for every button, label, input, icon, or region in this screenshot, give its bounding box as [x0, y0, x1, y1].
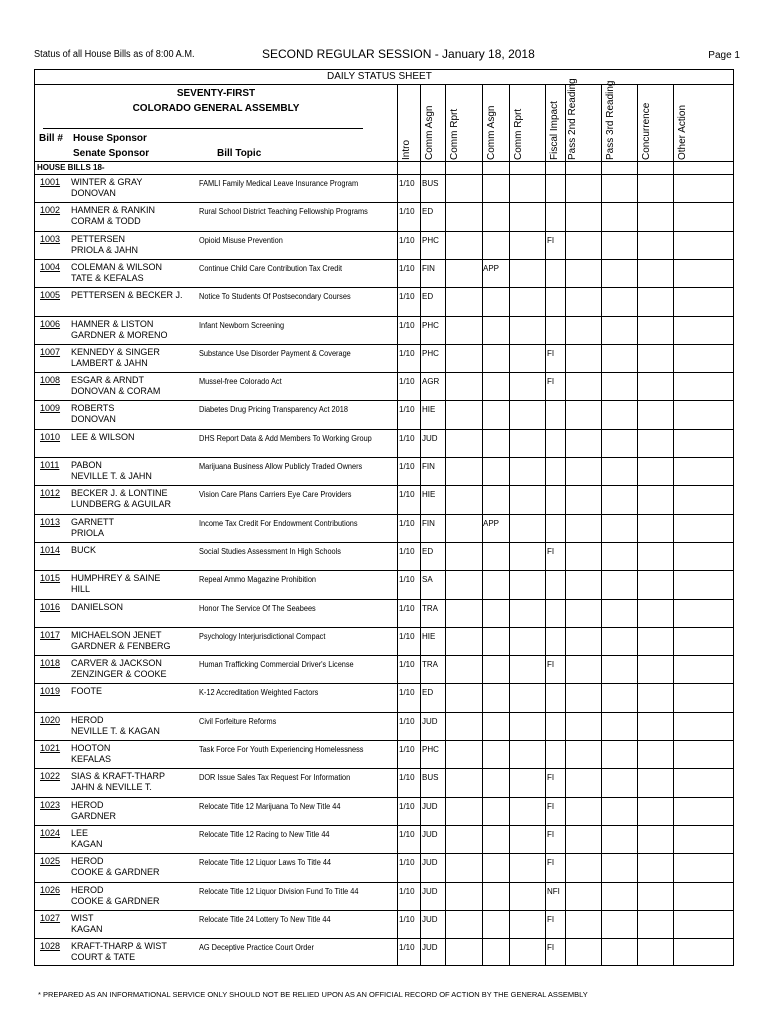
- committee-assignment: JUD: [422, 858, 438, 868]
- daily-status-title: DAILY STATUS SHEET: [327, 71, 432, 82]
- senate-sponsor: GARDNER & MORENO: [71, 329, 168, 340]
- table-row: [35, 797, 733, 826]
- table-row: [35, 825, 733, 854]
- col-senate-sponsor: Senate Sponsor: [73, 148, 150, 159]
- table-row: [35, 514, 733, 543]
- sponsors: [71, 715, 160, 737]
- second-committee-assignment: APP: [483, 263, 500, 273]
- sponsors: [71, 432, 135, 443]
- sponsors: [71, 290, 183, 301]
- status-sheet: [34, 69, 734, 966]
- senate-sponsor: LUNDBERG & AGUILAR: [71, 499, 172, 510]
- bill-number-link[interactable]: 1023: [40, 799, 61, 810]
- bill-topic: Substance Use Disorder Payment & Coverage: [199, 348, 351, 358]
- intro-date: 1/10: [399, 263, 415, 273]
- sponsors: [71, 488, 171, 510]
- bill-number-link[interactable]: 1019: [40, 686, 61, 697]
- col-pass-3rd-reading: Pass 3rd Reading: [605, 80, 616, 160]
- session-title: SECOND REGULAR SESSION - January 18, 2018: [262, 47, 535, 61]
- intro-date: 1/10: [399, 490, 415, 500]
- sponsors: [71, 545, 96, 556]
- intro-date: 1/10: [399, 943, 415, 953]
- intro-date: 1/10: [399, 688, 415, 698]
- table-row: [35, 429, 733, 458]
- sponsors: [71, 856, 160, 878]
- committee-assignment: TRA: [422, 660, 438, 670]
- intro-date: 1/10: [399, 235, 415, 245]
- senate-sponsor: DONOVAN: [71, 414, 116, 425]
- committee-assignment: JUD: [422, 801, 438, 811]
- bill-topic: DHS Report Data & Add Members To Working Group: [199, 433, 372, 443]
- intro-date: 1/10: [399, 320, 415, 330]
- senate-sponsor: KEFALAS: [71, 754, 112, 764]
- house-sponsor: HEROD: [71, 856, 104, 867]
- intro-date: 1/10: [399, 716, 415, 726]
- bill-number-link[interactable]: 1003: [40, 233, 61, 244]
- intro-date: 1/10: [399, 745, 415, 754]
- bill-number-link[interactable]: 1009: [40, 403, 61, 414]
- bill-topic: Relocate Title 12 Racing to New Title 44: [199, 829, 330, 839]
- table-row: [35, 683, 733, 712]
- intro-date: 1/10: [399, 660, 415, 670]
- house-sponsor: BUCK: [71, 544, 97, 555]
- sponsors: [71, 177, 142, 199]
- house-sponsor: ROBERTS: [71, 403, 115, 414]
- bill-topic: Opioid Misuse Prevention: [199, 235, 283, 245]
- bill-topic: Notice To Students Of Postsecondary Courses: [199, 292, 351, 302]
- col-house-sponsor: House Sponsor: [73, 133, 147, 144]
- table-row: [35, 372, 733, 401]
- fiscal-impact: FI: [547, 377, 555, 387]
- table-row: [35, 400, 733, 429]
- table-row: [35, 627, 733, 656]
- disclaimer: * PREPARED AS AN INFORMATIONAL SERVICE ONLY SHOULD NOT BE RELIED UPON AS AN OFFICIAL RECORD OF ACTION BY THE GENERAL ASSEMBLY: [38, 990, 588, 999]
- committee-assignment: FIN: [422, 518, 435, 528]
- committee-assignment: BUS: [422, 179, 439, 188]
- sponsors: [71, 771, 165, 793]
- bill-topic: Relocate Title 24 Lottery To New Title 44: [199, 914, 331, 924]
- committee-assignment: SA: [422, 575, 433, 585]
- bill-number-link[interactable]: 1017: [40, 629, 61, 640]
- house-sponsor: WINTER & GRAY: [71, 177, 143, 187]
- intro-date: 1/10: [399, 603, 415, 613]
- col-comm-rprt-1: Comm Rprt: [449, 108, 460, 160]
- bill-topic: Infant Newborn Screening: [199, 320, 285, 330]
- intro-date: 1/10: [399, 462, 415, 471]
- committee-assignment: JUD: [422, 886, 438, 896]
- committee-assignment: PHC: [422, 235, 439, 245]
- col-comm-asgn-2: Comm Asgn: [486, 105, 497, 160]
- bill-number-link[interactable]: 1028: [40, 941, 61, 952]
- bill-topic: Task Force For Youth Experiencing Homelessness: [199, 745, 364, 754]
- intro-date: 1/10: [399, 546, 415, 556]
- table-row: [35, 853, 733, 882]
- bill-topic: DOR Issue Sales Tax Request For Information: [199, 773, 351, 783]
- table-row: [35, 457, 733, 486]
- bill-number-link[interactable]: 1027: [40, 912, 61, 923]
- table-row: [35, 599, 733, 628]
- committee-assignment: FIN: [422, 462, 435, 471]
- table-row: [35, 202, 733, 231]
- house-sponsor: PETTERSEN: [71, 233, 126, 244]
- senate-sponsor: HILL: [71, 584, 91, 595]
- bill-topic: Relocate Title 12 Liquor Division Fund To Title 44: [199, 886, 359, 896]
- bill-number-link[interactable]: 1018: [40, 658, 61, 669]
- bill-number-link[interactable]: 1013: [40, 516, 61, 527]
- table-row: [35, 344, 733, 373]
- committee-assignment: JUD: [422, 943, 438, 953]
- house-sponsor: PABON: [71, 460, 102, 470]
- col-comm-rprt-2: Comm Rprt: [513, 108, 524, 160]
- committee-assignment: JUD: [422, 914, 438, 924]
- house-sponsor: PETTERSEN & BECKER J.: [71, 290, 183, 301]
- fiscal-impact: FI: [547, 801, 555, 811]
- senate-sponsor: LAMBERT & JAHN: [71, 357, 148, 368]
- committee-assignment: PHC: [422, 348, 439, 358]
- intro-date: 1/10: [399, 433, 415, 443]
- fiscal-impact: FI: [547, 914, 555, 924]
- bill-number-link[interactable]: 1004: [40, 261, 61, 272]
- intro-date: 1/10: [399, 829, 415, 839]
- bill-topic: Income Tax Credit For Endowment Contributions: [199, 518, 358, 528]
- bill-topic: Repeal Ammo Magazine Prohibition: [199, 575, 317, 585]
- intro-date: 1/10: [399, 914, 415, 924]
- house-sponsor: SIAS & KRAFT-THARP: [71, 771, 166, 782]
- bill-topic: Mussel-free Colorado Act: [199, 377, 282, 387]
- senate-sponsor: JAHN & NEVILLE T.: [71, 782, 152, 793]
- house-sponsor: HAMNER & RANKIN: [71, 205, 156, 216]
- house-sponsor: COLEMAN & WILSON: [71, 261, 163, 272]
- table-row: [35, 740, 733, 769]
- fiscal-impact: FI: [547, 546, 555, 556]
- bill-number-link[interactable]: 1021: [40, 743, 61, 753]
- bill-topic: Social Studies Assessment In High Schools: [199, 546, 341, 556]
- intro-date: 1/10: [399, 179, 415, 188]
- senate-sponsor: GARDNER: [71, 810, 117, 821]
- house-sponsor: HEROD: [71, 799, 104, 810]
- sponsors: [71, 262, 162, 284]
- fiscal-impact: FI: [547, 773, 555, 783]
- assembly-line1: SEVENTY-FIRST: [176, 88, 256, 99]
- fiscal-impact: FI: [547, 858, 555, 868]
- sponsors: [71, 885, 160, 907]
- intro-date: 1/10: [399, 858, 415, 868]
- col-comm-asgn-1: Comm Asgn: [424, 105, 435, 160]
- committee-assignment: BUS: [422, 773, 439, 783]
- committee-assignment: HIE: [422, 405, 436, 415]
- fiscal-impact: FI: [547, 348, 555, 358]
- senate-sponsor: COURT & TATE: [71, 952, 136, 963]
- senate-sponsor: TATE & KEFALAS: [71, 272, 144, 283]
- header-rule: [35, 161, 733, 162]
- committee-assignment: JUD: [422, 716, 438, 726]
- intro-date: 1/10: [399, 773, 415, 783]
- second-committee-assignment: APP: [483, 518, 500, 528]
- col-concurrence: Concurrence: [641, 102, 652, 160]
- senate-sponsor: CORAM & TODD: [71, 216, 141, 227]
- bill-topic: Human Trafficking Commercial Driver's License: [199, 660, 354, 670]
- sponsors: [71, 517, 114, 539]
- intro-date: 1/10: [399, 292, 415, 302]
- bill-topic: Relocate Title 12 Marijuana To New Title 44: [199, 801, 341, 811]
- bill-number-link[interactable]: 1025: [40, 856, 61, 867]
- committee-assignment: HIE: [422, 631, 436, 641]
- section-label: HOUSE BILLS 18-: [37, 163, 105, 172]
- house-sponsor: ESGAR & ARNDT: [71, 375, 145, 386]
- house-sponsor: LEE: [71, 827, 89, 838]
- house-sponsor: CARVER & JACKSON: [71, 658, 162, 669]
- bill-number-link[interactable]: 1002: [40, 205, 61, 216]
- committee-assignment: ED: [422, 688, 434, 698]
- table-row: [35, 768, 733, 797]
- intro-date: 1/10: [399, 801, 415, 811]
- senate-sponsor: NEVILLE T. & JAHN: [71, 471, 152, 481]
- committee-assignment: ED: [422, 546, 434, 556]
- house-sponsor: WIST: [71, 912, 94, 923]
- table-row: [35, 910, 733, 939]
- col-intro: Intro: [401, 139, 412, 160]
- bill-number-link[interactable]: 1020: [40, 714, 61, 725]
- sponsors: [71, 658, 167, 680]
- page-number: Page 1: [708, 50, 740, 61]
- sponsors: [71, 319, 168, 341]
- fiscal-impact: NFI: [547, 886, 560, 896]
- house-sponsor: HAMNER & LISTON: [71, 318, 154, 329]
- intro-date: 1/10: [399, 405, 415, 415]
- col-pass-2nd-reading: Pass 2nd Reading: [567, 78, 578, 160]
- sponsors: [71, 800, 116, 822]
- intro-date: 1/10: [399, 575, 415, 585]
- bill-number-link[interactable]: 1014: [40, 544, 61, 555]
- bill-topic: Honor The Service Of The Seabees: [199, 603, 316, 613]
- sponsors: [71, 205, 155, 227]
- bill-number-link[interactable]: 1007: [40, 346, 61, 357]
- fiscal-impact: FI: [547, 829, 555, 839]
- sponsors: [71, 375, 160, 397]
- bill-topic: K-12 Accreditation Weighted Factors: [199, 688, 319, 698]
- col-fiscal-impact: Fiscal Impact: [549, 101, 560, 160]
- bill-number-link[interactable]: 1024: [40, 827, 61, 838]
- bill-topic: Marijuana Business Allow Publicly Traded Owners: [199, 462, 363, 471]
- table-row: [35, 712, 733, 741]
- bill-number-link[interactable]: 1010: [40, 431, 61, 442]
- senate-sponsor: DONOVAN & CORAM: [71, 386, 161, 397]
- committee-assignment: ED: [422, 207, 434, 217]
- intro-date: 1/10: [399, 207, 415, 217]
- bill-topic: Vision Care Plans Carriers Eye Care Providers: [199, 490, 352, 500]
- senate-sponsor: DONOVAN: [71, 188, 116, 198]
- table-row: [35, 287, 733, 316]
- daily-status-header: [35, 70, 733, 85]
- table-row: [35, 485, 733, 514]
- committee-assignment: FIN: [422, 263, 435, 273]
- bill-topic: Continue Child Care Contribution Tax Credit: [199, 263, 343, 273]
- senate-sponsor: PRIOLA & JAHN: [71, 244, 139, 255]
- bill-number-link[interactable]: 1011: [40, 460, 60, 470]
- assembly-underline: [43, 128, 363, 129]
- sponsors: [71, 602, 123, 613]
- committee-assignment: JUD: [422, 829, 438, 839]
- house-sponsor: BECKER J. & LONTINE: [71, 488, 168, 499]
- sponsors: [71, 941, 167, 963]
- table-row: [35, 259, 733, 288]
- intro-date: 1/10: [399, 348, 415, 358]
- senate-sponsor: ZENZINGER & COOKE: [71, 669, 167, 680]
- sponsors: [71, 828, 103, 850]
- sponsors: [71, 630, 171, 652]
- senate-sponsor: GARDNER & FENBERG: [71, 640, 171, 651]
- col-bill-topic: Bill Topic: [217, 148, 262, 159]
- table-row: [35, 570, 733, 599]
- bill-number-link[interactable]: 1016: [40, 601, 61, 612]
- bill-number-link[interactable]: 1008: [40, 375, 61, 386]
- table-row: [35, 542, 733, 571]
- house-sponsor: LEE & WILSON: [71, 431, 135, 442]
- bill-topic: AG Deceptive Practice Court Order: [199, 943, 314, 953]
- table-row: [35, 882, 733, 911]
- col-bill-number: Bill #: [39, 133, 63, 144]
- bill-number-link[interactable]: 1015: [40, 573, 61, 584]
- house-sponsor: HOOTON: [71, 743, 111, 753]
- house-sponsor: MICHAELSON JENET: [71, 629, 162, 640]
- committee-assignment: PHC: [422, 320, 439, 330]
- sponsors: [71, 743, 111, 765]
- senate-sponsor: PRIOLA: [71, 527, 105, 538]
- bill-number-link[interactable]: 1026: [40, 884, 61, 895]
- sponsors: [71, 460, 152, 482]
- sponsors: [71, 403, 116, 425]
- house-sponsor: HUMPHREY & SAINE: [71, 573, 161, 584]
- table-row: [35, 316, 733, 345]
- intro-date: 1/10: [399, 377, 415, 387]
- fiscal-impact: FI: [547, 660, 555, 670]
- house-sponsor: HEROD: [71, 714, 104, 725]
- committee-assignment: HIE: [422, 490, 436, 500]
- house-sponsor: KRAFT-THARP & WIST: [71, 941, 167, 952]
- status-as-of: Status of all House Bills as of 8:00 A.M.: [34, 49, 195, 60]
- intro-date: 1/10: [399, 886, 415, 896]
- fiscal-impact: FI: [547, 235, 555, 245]
- bill-topic: Rural School District Teaching Fellowship Programs: [199, 207, 368, 217]
- committee-assignment: ED: [422, 292, 434, 302]
- fiscal-impact: FI: [547, 943, 555, 953]
- sponsors: [71, 347, 160, 369]
- committee-assignment: JUD: [422, 433, 438, 443]
- sponsors: [71, 573, 160, 595]
- bill-number-link[interactable]: 1001: [40, 177, 61, 187]
- assembly-line2: COLORADO GENERAL ASSEMBLY: [132, 103, 300, 114]
- committee-assignment: AGR: [422, 377, 440, 387]
- table-row: [35, 938, 733, 967]
- senate-sponsor: NEVILLE T. & KAGAN: [71, 725, 160, 736]
- senate-sponsor: COOKE & GARDNER: [71, 867, 160, 878]
- bill-topic: Civil Forfeiture Reforms: [199, 716, 277, 726]
- sponsors: [71, 234, 138, 256]
- bill-number-link[interactable]: 1005: [40, 290, 61, 301]
- bill-number-link[interactable]: 1012: [40, 488, 61, 499]
- sponsors: [71, 913, 103, 935]
- house-sponsor: DANIELSON: [71, 601, 124, 612]
- bill-topic: Psychology Interjurisdictional Compact: [199, 631, 326, 641]
- senate-sponsor: KAGAN: [71, 923, 103, 934]
- table-row: [35, 174, 733, 203]
- bill-number-link[interactable]: 1006: [40, 318, 61, 329]
- committee-assignment: PHC: [422, 745, 439, 754]
- senate-sponsor: COOKE & GARDNER: [71, 895, 160, 906]
- intro-date: 1/10: [399, 518, 415, 528]
- intro-date: 1/10: [399, 631, 415, 641]
- senate-sponsor: KAGAN: [71, 838, 103, 849]
- committee-assignment: TRA: [422, 603, 438, 613]
- bill-topic: FAMLI Family Medical Leave Insurance Program: [199, 179, 359, 188]
- table-row: [35, 655, 733, 684]
- bill-topic: Relocate Title 12 Liquor Laws To Title 44: [199, 858, 332, 868]
- house-sponsor: FOOTE: [71, 686, 102, 697]
- sponsors: [71, 686, 102, 697]
- bill-topic: Diabetes Drug Pricing Transparency Act 2018: [199, 405, 348, 415]
- col-other-action: Other Action: [677, 104, 688, 160]
- bill-number-link[interactable]: 1022: [40, 771, 61, 782]
- table-row: [35, 231, 733, 260]
- house-sponsor: HEROD: [71, 884, 104, 895]
- house-sponsor: GARNETT: [71, 516, 115, 527]
- house-sponsor: KENNEDY & SINGER: [71, 346, 160, 357]
